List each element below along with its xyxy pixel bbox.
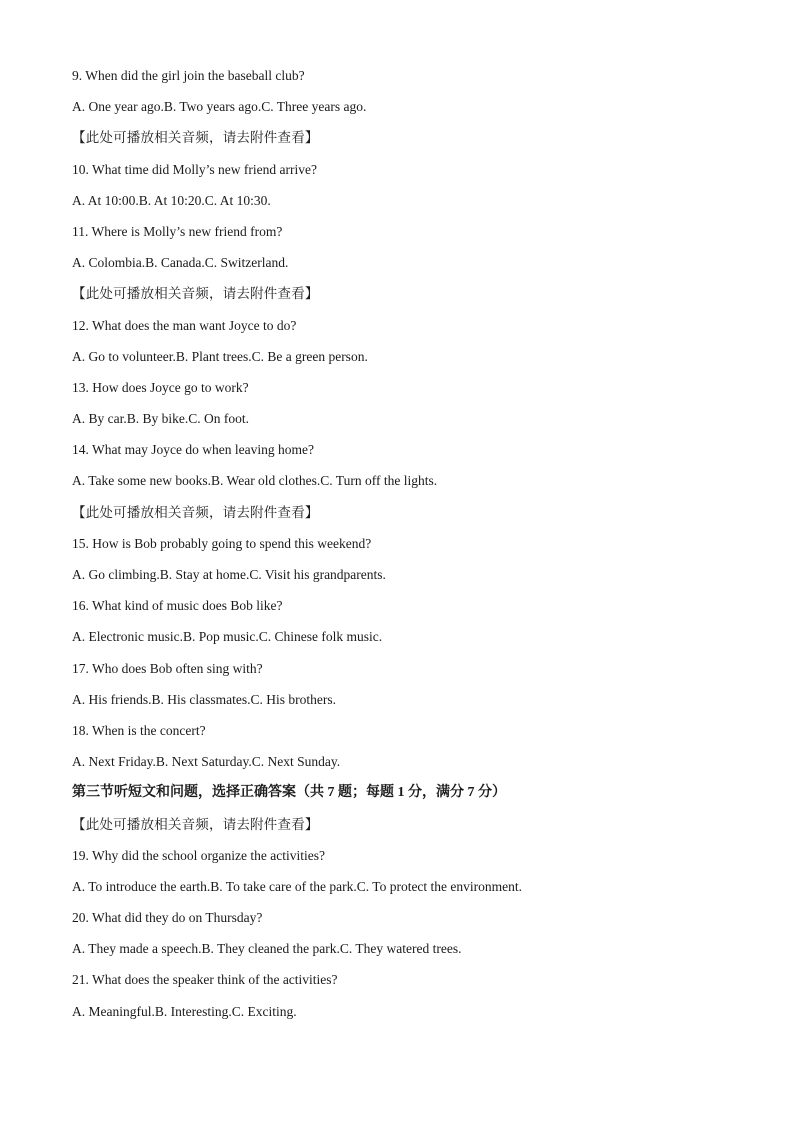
audio-notice: 【此处可播放相关音频，请去附件查看】 [72,286,319,302]
answer-options: A. Colombia.B. Canada.C. Switzerland. [72,255,289,271]
question-text: 15. How is Bob probably going to spend this weekend? [72,535,372,551]
document-body [72,65,762,1032]
answer-options: A. By car.B. By bike.C. On foot. [72,411,249,427]
answer-options: A. At 10:00.B. At 10:20.C. At 10:30. [72,192,271,208]
question-text: 10. What time did Molly’s new friend arrive? [72,161,317,177]
question-text: 18. When is the concert? [72,722,206,738]
answer-options: A. Take some new books.B. Wear old clothes.C. Turn off the lights. [72,473,438,489]
answer-options: A. His friends.B. His classmates.C. His brothers. [72,691,336,707]
answer-options: A. Meaningful.B. Interesting.C. Exciting. [72,1003,297,1019]
question-text: 16. What kind of music does Bob like? [72,598,283,614]
answer-options: A. To introduce the earth.B. To take care of the park.C. To protect the environment. [72,878,523,894]
answer-options: A. One year ago.B. Two years ago.C. Three years ago. [72,99,367,115]
question-text: 9. When did the girl join the baseball club? [72,68,305,83]
section-heading: 第三节听短文和问题，选择正确答案（共 7 题；每题 1 分，满分 7 分） [72,785,506,801]
audio-notice: 【此处可播放相关音频，请去附件查看】 [72,504,319,520]
answer-options: A. Electronic music.B. Pop music.C. Chinese folk music. [72,629,383,645]
question-text: 19. Why did the school organize the activities? [72,847,325,863]
answer-options: A. Next Friday.B. Next Saturday.C. Next Sunday. [72,754,341,770]
question-text: 21. What does the speaker think of the activities? [72,972,338,988]
question-text: 13. How does Joyce go to work? [72,379,249,395]
audio-notice: 【此处可播放相关音频，请去附件查看】 [72,816,319,832]
answer-options: A. Go to volunteer.B. Plant trees.C. Be a green person. [72,348,368,364]
answer-options: A. Go climbing.B. Stay at home.C. Visit his grandparents. [72,567,386,582]
question-text: 11. Where is Molly’s new friend from? [72,223,283,239]
question-text: 20. What did they do on Thursday? [72,910,263,926]
question-text: 12. What does the man want Joyce to do? [72,317,297,333]
question-text: 17. Who does Bob often sing with? [72,660,263,676]
audio-notice: 【此处可播放相关音频，请去附件查看】 [72,130,319,146]
question-text: 14. What may Joyce do when leaving home? [72,442,314,458]
answer-options: A. They made a speech.B. They cleaned the park.C. They watered trees. [72,941,462,957]
